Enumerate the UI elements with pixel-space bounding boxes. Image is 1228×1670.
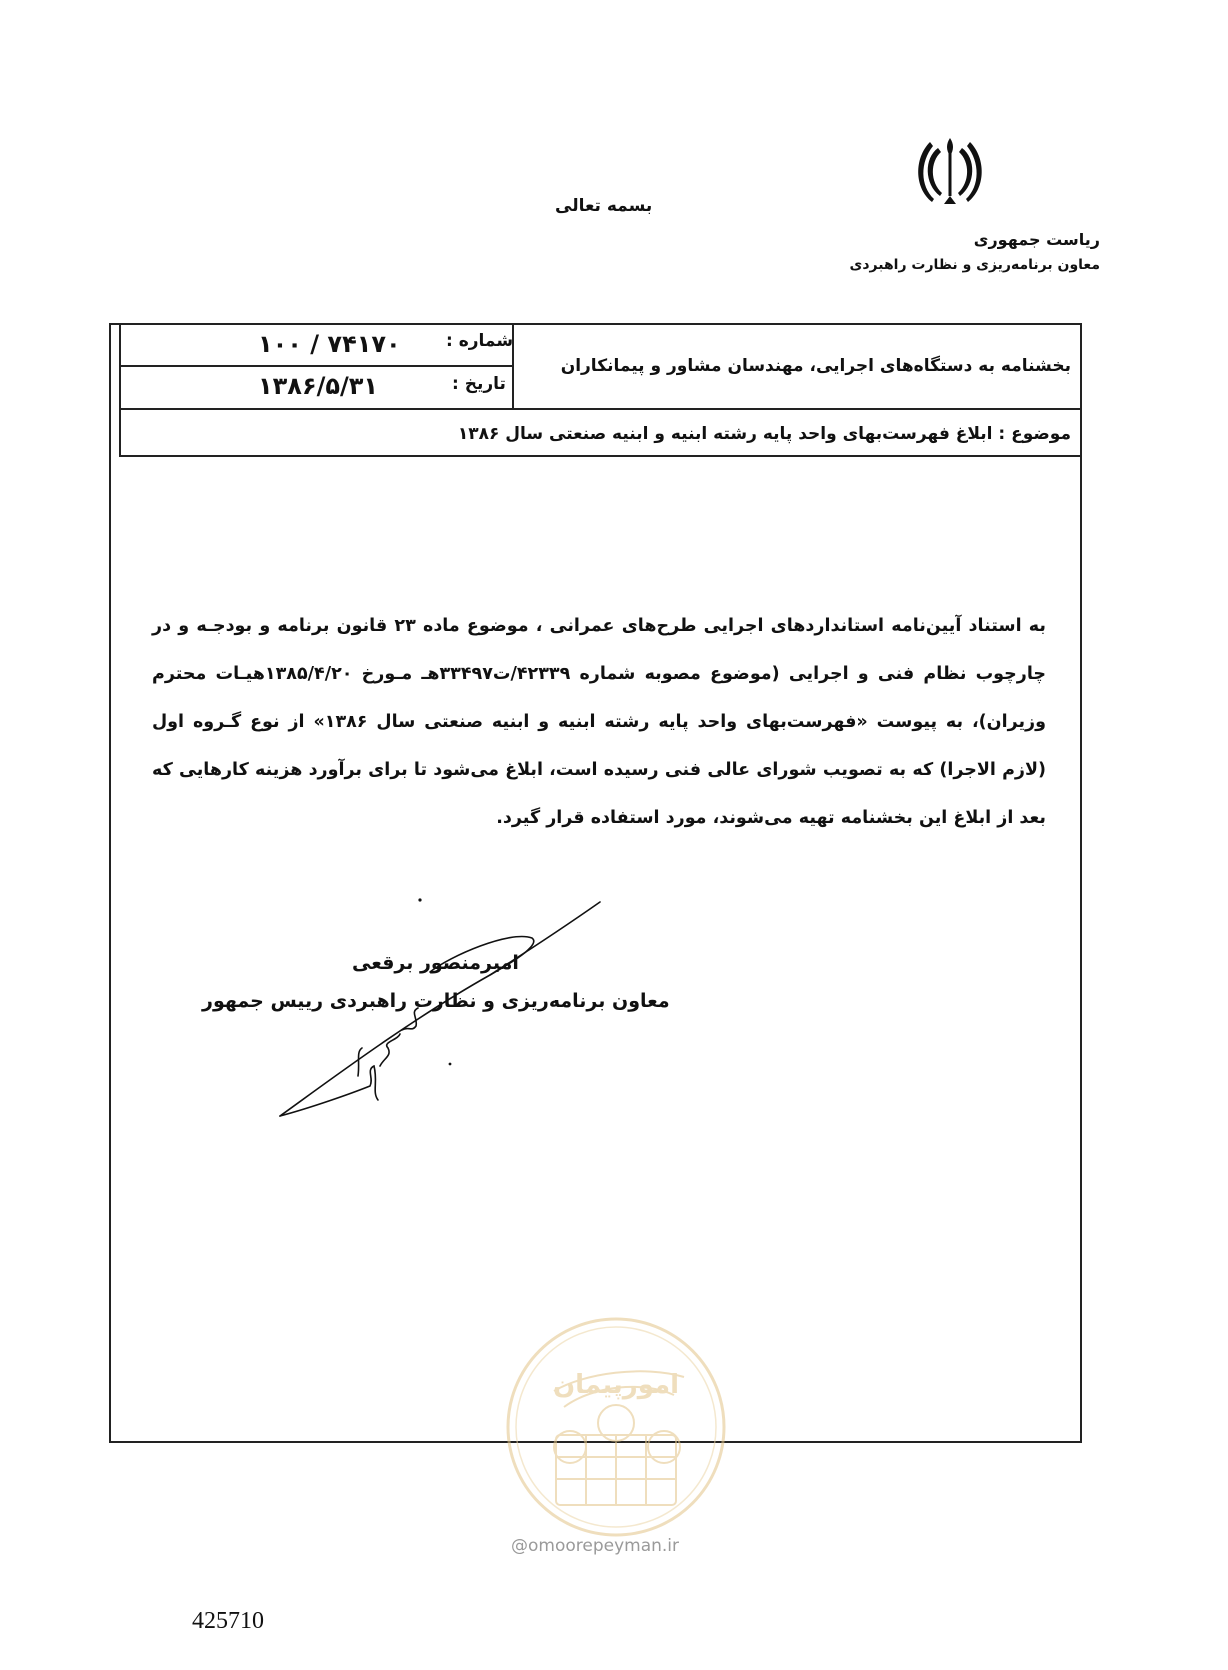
recipients-line: بخشنامه به دستگاه‌های اجرایی، مهندسان مشاور و پیمانکاران (560, 356, 1071, 376)
number-label: شماره : (446, 331, 514, 351)
header-top-line (119, 323, 1082, 325)
number-value: ۱۰۰ / ۷۴۱۷۰ (258, 330, 401, 358)
date-value: ۱۳۸۶/۵/۳۱ (258, 372, 379, 400)
letter-body (152, 602, 1046, 842)
subject-line: موضوع : ابلاغ فهرست‌بهای واحد پایه رشته ابنیه و ابنیه صنعتی سال ۱۳۸۶ (457, 424, 1071, 444)
department-title: معاون برنامه‌ریزی و نظارت راهبردی (849, 257, 1100, 273)
bismillah-heading: بسمه تعالی (555, 196, 653, 216)
header-left-line (119, 323, 121, 457)
header-bottom-line (119, 408, 1082, 410)
subject-bottom-line (119, 455, 1082, 457)
body-part-2: » از نوع گـروه اول (لازم الاجرا) که به تصویب شورای عالی فنی رسیده است، ابلاغ می‌شود تا برای برآورد هزینه کارهایی که بعد از ابلاغ این بخشنامه تهیه می‌شوند، مورد استفاده قرار گیرد. (152, 712, 1046, 828)
watermark-logo-icon (504, 1315, 728, 1539)
document-id: 425710 (192, 1608, 264, 1634)
iran-emblem-icon (910, 130, 990, 210)
body-bold-title: فهرست‌بهای واحد پایه رشته ابنیه و ابنیه صنعتی سال ۱۳۸۶ (324, 712, 857, 732)
body-part-1: به استناد آیین‌نامه استانداردهای اجرایی طرح‌های عمرانی ، موضوع ماده ۲۳ قانون برنامه و بودجـه و در چارچوب نظام فنی و اجرایی (موضوع مصوبه شماره ۴۲۳۳۹/ت۳۳۴۹۷هـ مـورخ ۱۳۸۵/۴/۲۰هیـات محترم وزیران)، به پیوست « (152, 616, 1047, 732)
date-label: تاریخ : (452, 374, 506, 394)
signer-title: معاون برنامه‌ریزی و نظارت راهبردی رییس جمهور (202, 990, 670, 1012)
watermark-logo-text: امورپیمان (552, 1370, 680, 1400)
organization-title: ریاست جمهوری (973, 230, 1100, 249)
signer-name: امیرمنصور برقعی (352, 952, 519, 974)
header-mid-line (119, 365, 512, 367)
watermark-url: @omoorepeyman.ir (511, 1536, 680, 1556)
